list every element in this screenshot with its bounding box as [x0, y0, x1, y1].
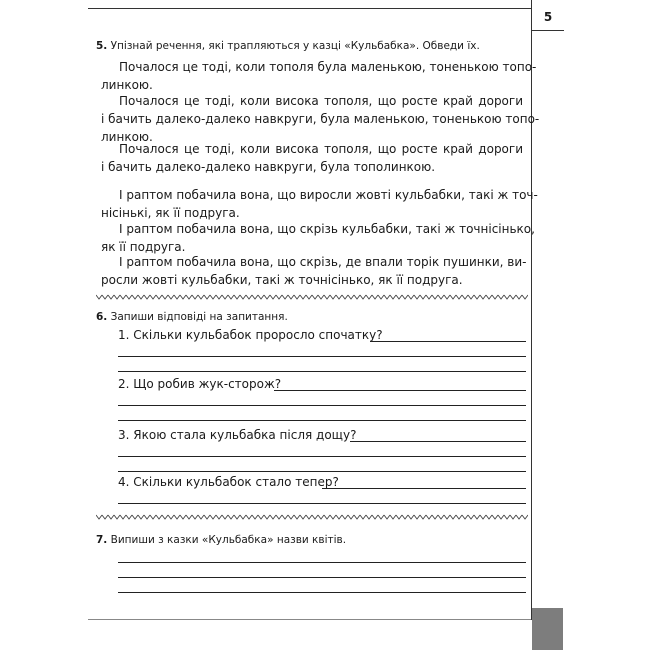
sentence-line: і бачить далеко-далеко навкруги, була маленькою, тоненькою топо-: [101, 112, 540, 126]
page-number-box: [531, 0, 564, 31]
task-5-text: Упізнай речення, які трапляються у казці «Кульбабка». Обведи їх.: [110, 40, 480, 52]
sentence-line: Почалося це тоді, коли висока тополя, що росте край дороги: [119, 142, 523, 156]
question-1: 1. Скільки кульбабок проросло спочатку?: [118, 328, 383, 342]
answer-line[interactable]: [370, 341, 526, 342]
answer-line[interactable]: [118, 456, 526, 457]
answer-line[interactable]: [350, 441, 526, 442]
task-7-text: Випиши з казки «Кульбабка» назви квітів.: [110, 534, 347, 546]
sentence-line: росли жовті кульбабки, такі ж точнісінько, як її подруга.: [101, 273, 463, 287]
sentence-option[interactable]: [101, 186, 538, 222]
sentence-option[interactable]: [101, 220, 535, 256]
answer-line[interactable]: [322, 488, 526, 489]
corner-tab: [532, 608, 563, 650]
question-2: 2. Що робив жук-сторож?: [118, 377, 282, 391]
sentence-line: Почалося це тоді, коли висока тополя, що росте край дороги: [119, 94, 523, 108]
wavy-divider: [96, 293, 528, 301]
sentence-line: і бачить далеко-далеко навкруги, була тополинкою.: [101, 160, 436, 174]
sentence-line: линкою.: [101, 130, 153, 144]
page-number: 5: [543, 10, 553, 24]
answer-line[interactable]: [118, 420, 526, 421]
sentence-option[interactable]: [101, 253, 527, 289]
wavy-divider: [96, 513, 528, 521]
sentence-option[interactable]: [101, 58, 537, 94]
task-5-number: 5.: [96, 40, 108, 52]
sentence-line: І раптом побачила вона, що скрізь, де впали торік пушинки, ви-: [119, 255, 527, 269]
task-5-title: [96, 40, 480, 52]
answer-line[interactable]: [118, 471, 526, 472]
answer-line[interactable]: [274, 390, 526, 391]
sentence-line: линкою.: [101, 78, 153, 92]
sentence-line: І раптом побачила вона, що виросли жовті кульбабки, такі ж точ-: [119, 188, 538, 202]
answer-line[interactable]: [118, 405, 526, 406]
sentence-line: нісінькі, як її подруга.: [101, 206, 240, 220]
sentence-option[interactable]: [101, 140, 523, 176]
task-6-number: 6.: [96, 311, 108, 323]
bottom-rule: [88, 619, 531, 620]
answer-line[interactable]: [118, 577, 526, 578]
answer-line[interactable]: [118, 562, 526, 563]
answer-line[interactable]: [118, 503, 526, 504]
question-3: 3. Якою стала кульбабка після дощу?: [118, 428, 357, 442]
task-6-title: [96, 311, 288, 323]
task-7-number: 7.: [96, 534, 108, 546]
top-rule: [88, 8, 531, 9]
question-4: 4. Скільки кульбабок стало тепер?: [118, 475, 339, 489]
answer-line[interactable]: [118, 356, 526, 357]
task-6-text: Запиши відповіді на запитання.: [110, 311, 288, 323]
sentence-option[interactable]: [101, 92, 540, 146]
sentence-line: І раптом побачила вона, що скрізь кульбабки, такі ж точнісінько,: [119, 222, 535, 236]
task-7-title: [96, 534, 346, 546]
sentence-line: Почалося це тоді, коли тополя була маленькою, тоненькою топо-: [119, 60, 537, 74]
answer-line[interactable]: [118, 592, 526, 593]
answer-line[interactable]: [118, 371, 526, 372]
sentence-line: як її подруга.: [101, 240, 186, 254]
